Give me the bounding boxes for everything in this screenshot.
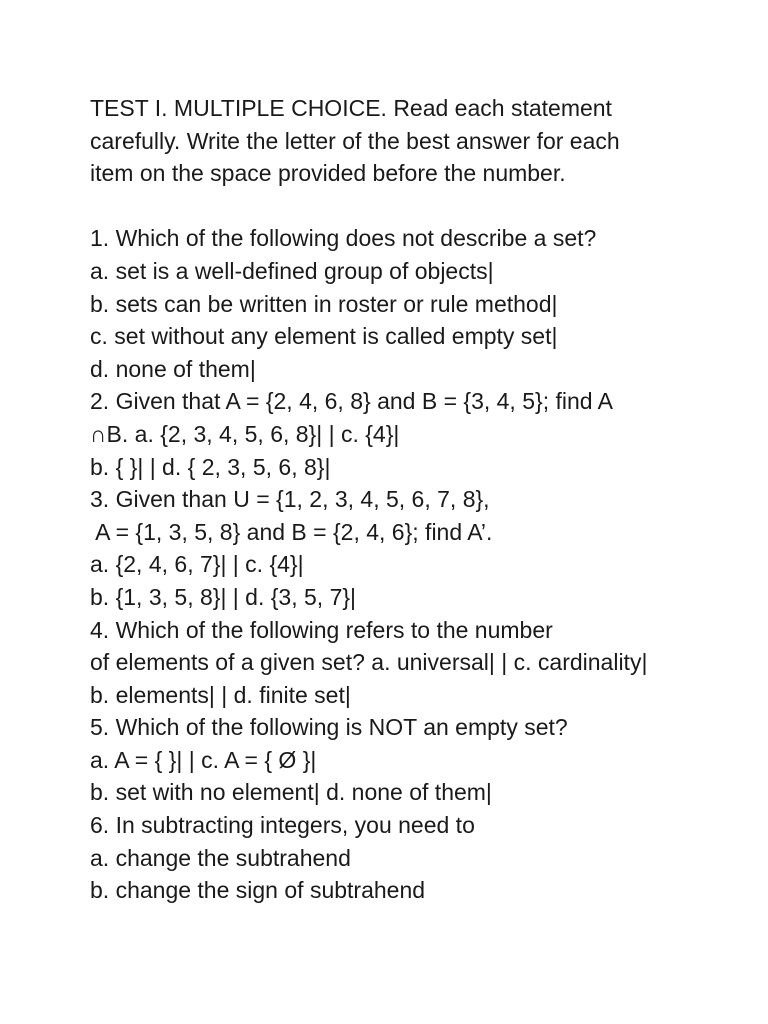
question-5-options-line: b. set with no element| d. none of them| (90, 779, 492, 806)
question-2-stem: 2. Given that A = {2, 4, 6, 8} and B = {3, 4, 5}; find A (90, 388, 614, 415)
question-3-stem-continued: A = {1, 3, 5, 8} and B = {2, 4, 6}; find A’. (90, 518, 493, 545)
question-4-stem-continued: of elements of a given set? a. universal| | c. cardinality| (90, 649, 648, 676)
question-3-stem: 3. Given than U = {1, 2, 3, 4, 5, 6, 7, 8}, (90, 486, 490, 513)
instruction-line: item on the space provided before the number. (90, 160, 566, 187)
question-5-stem: 5. Which of the following is NOT an empty set? (90, 714, 568, 741)
question-1-option-a: a. set is a well-defined group of objects| (90, 257, 494, 284)
question-6-stem: 6. In subtracting integers, you need to (90, 812, 475, 839)
question-6-option-a: a. change the subtrahend (90, 844, 351, 871)
question-5-options-line: a. A = { }| | c. A = { Ø }| (90, 746, 317, 773)
question-4-stem: 4. Which of the following refers to the number (90, 616, 553, 643)
question-2-options-line: b. { }| | d. { 2, 3, 5, 6, 8}| (90, 453, 331, 480)
question-6-option-b: b. change the sign of subtrahend (90, 877, 426, 904)
question-1-stem: 1. Which of the following does not describe a set? (90, 225, 597, 252)
question-3-options-line: b. {1, 3, 5, 8}| | d. {3, 5, 7}| (90, 583, 357, 610)
instruction-line: carefully. Write the letter of the best answer for each (90, 127, 620, 154)
question-4-options-line: b. elements| | d. finite set| (90, 681, 351, 708)
question-2-options-line: ∩B. a. {2, 3, 4, 5, 6, 8}| | c. {4}| (90, 420, 400, 447)
question-3-options-line: a. {2, 4, 6, 7}| | c. {4}| (90, 551, 304, 578)
question-1-option-d: d. none of them| (90, 355, 256, 382)
blank-line (90, 190, 750, 223)
document-text (90, 92, 750, 907)
instruction-line: TEST I. MULTIPLE CHOICE. Read each statement (90, 95, 612, 121)
question-1-option-c: c. set without any element is called empty set| (90, 323, 558, 350)
question-1-option-b: b. sets can be written in roster or rule method| (90, 290, 558, 317)
